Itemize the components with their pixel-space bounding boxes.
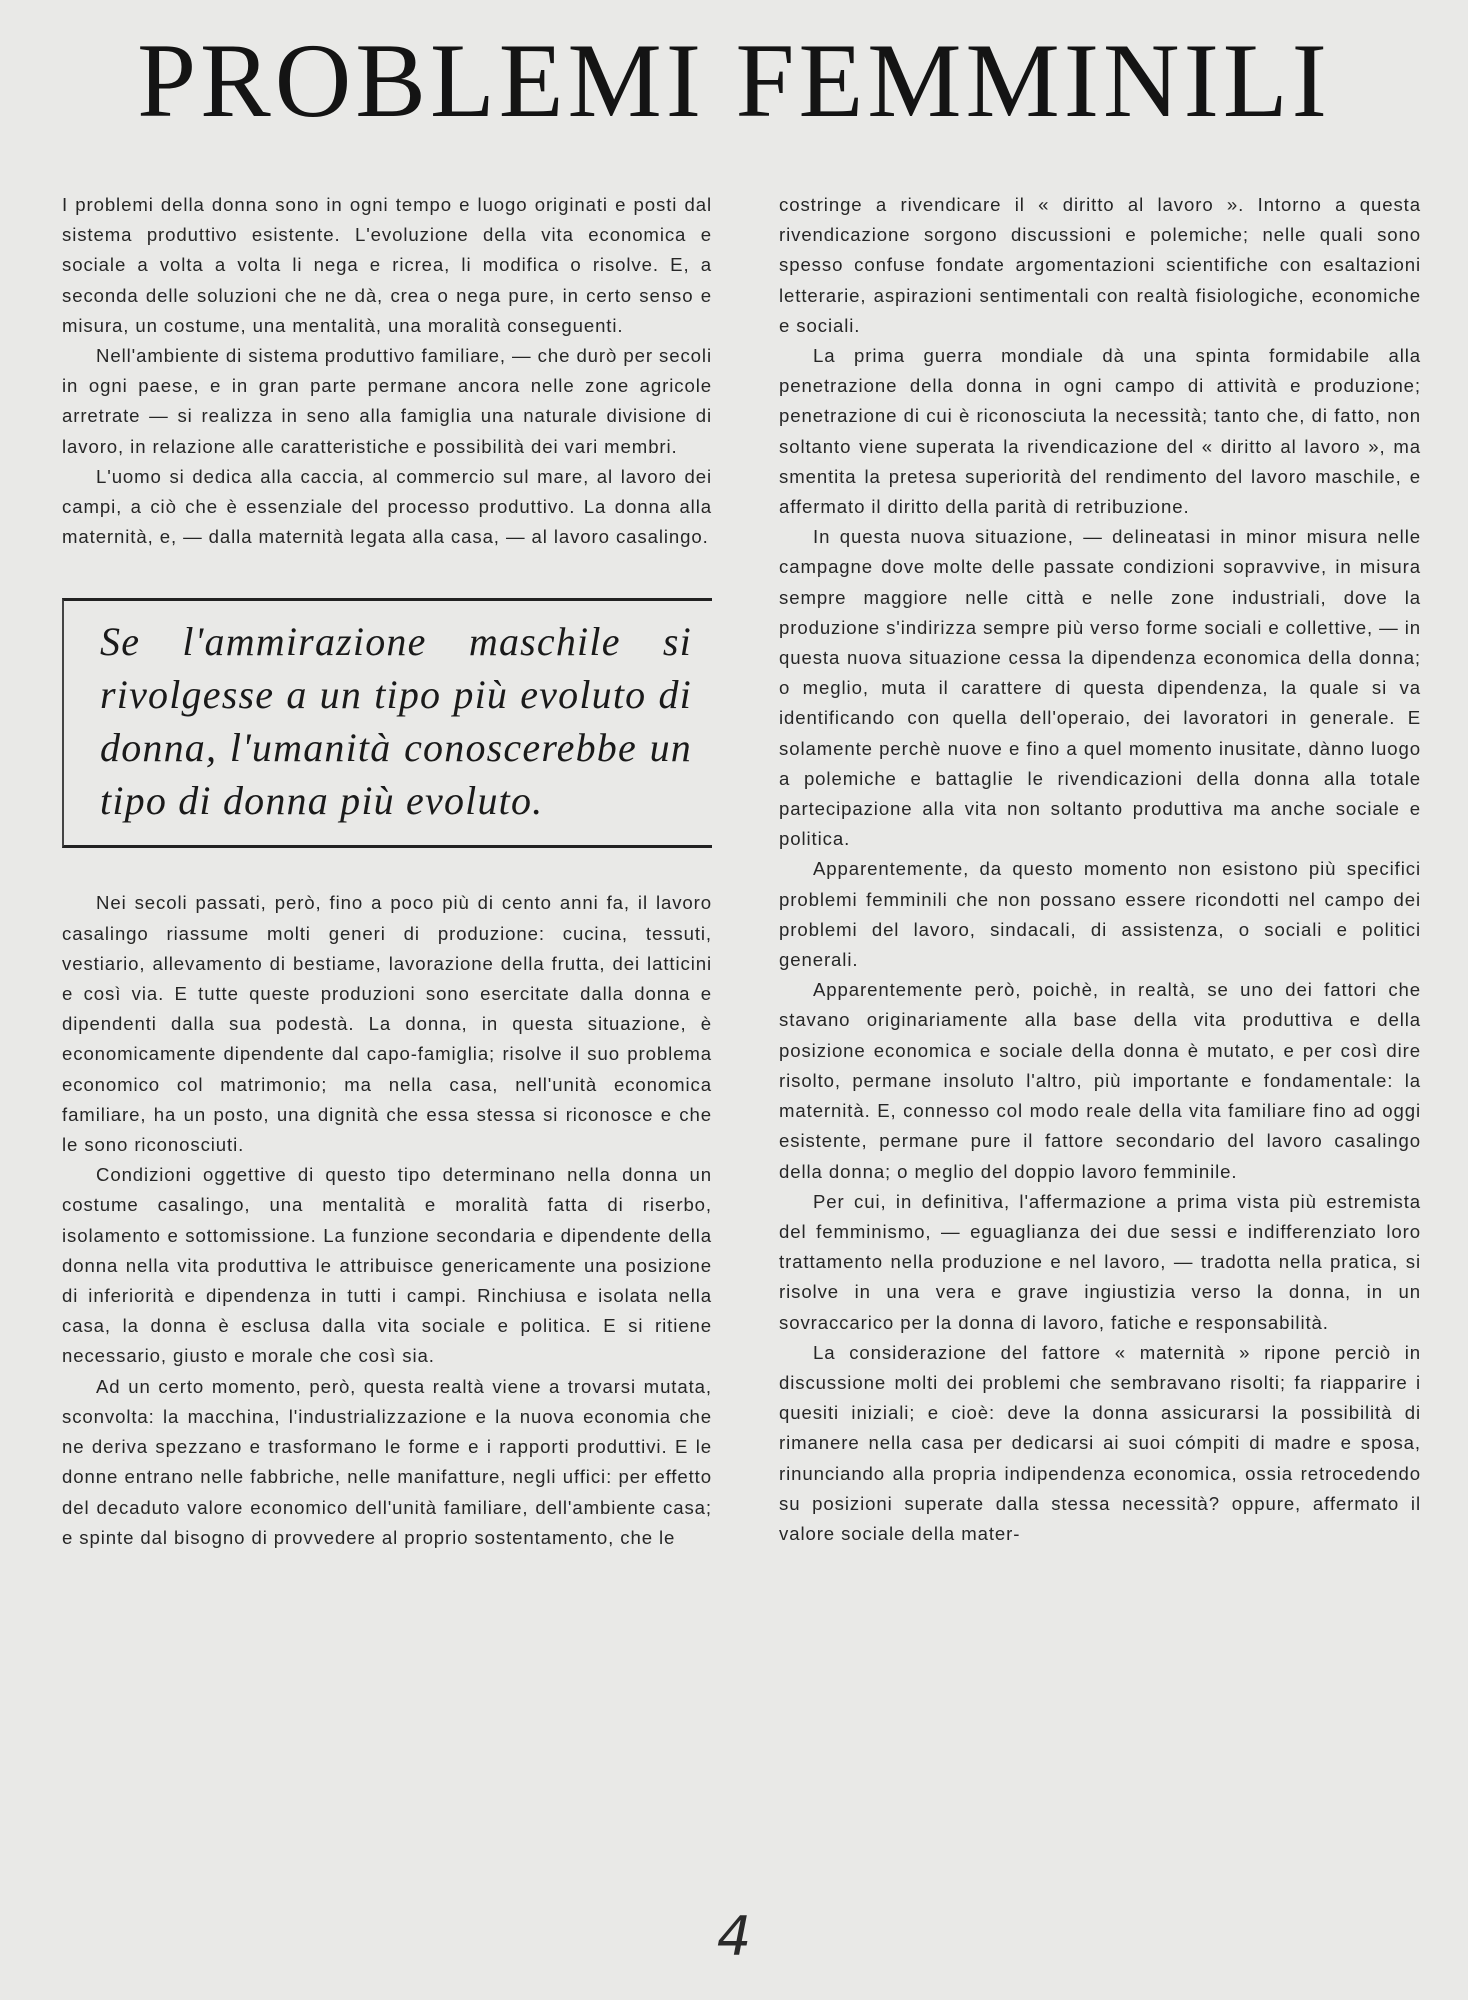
paragraph: Condizioni oggettive di questo tipo determinano nella donna un costume casalingo, una mentalità e moralità fatta di riserbo, isolamento e sottomissione. La funzione secondaria e dipendente della donna nella vita produttiva le attribuisce genericamente una posizione di inferiorità e dipendenza in tutti i campi. Rinchiusa e isolata nella casa, la donna è esclusa dalla vita sociale e politica. E si ritiene necessario, giusto e morale che così sia. xyxy=(62,1164,712,1367)
paragraph: Ad un certo momento, però, questa realtà viene a trovarsi mutata, sconvolta: la macchina, l'industrializzazione e la nuova economia che ne deriva spezzano e trasformano le forme e i rapporti produttivi. E le donne entrano nelle fabbriche, nelle manifatture, negli uffici: per effetto del decaduto valore economico dell'unità familiare, dell'ambiente casa; e spinte dal bisogno di provvedere al proprio sostentamento, che le xyxy=(62,1375,712,1548)
left-column xyxy=(62,190,712,1553)
paragraph: costringe a rivendicare il « diritto al lavoro ». Intorno a questa rivendicazione sorgono discussioni e polemiche; nelle quali sono spesso confuse fondate argomentazioni scientifiche con esaltazioni letterarie, aspirazioni sentimentali con realtà fisiologiche, economiche e sociali. xyxy=(779,194,1421,336)
paragraph: L'uomo si dedica alla caccia, al commercio sul mare, al lavoro dei campi, a ciò che è essenziale del processo produttivo. La donna alla maternità, e, — dalla maternità legata alla casa, — al lavoro casalingo. xyxy=(62,465,712,548)
paragraph: Nell'ambiente di sistema produttivo familiare, — che durò per secoli in ogni paese, e in gran parte permane ancora nelle zone agricole arretrate — si realizza in seno alla famiglia una naturale divisione di lavoro, in relazione alle caratteristiche e possibilità dei vari membri. xyxy=(62,345,712,457)
page-number: 4 xyxy=(716,1905,752,1968)
paragraph: La prima guerra mondiale dà una spinta formidabile alla penetrazione della donna in ogni campo di attività e produzione; penetrazione di cui è riconosciuta la necessità; tanto che, di fatto, non soltanto viene superata la rivendicazione del « diritto al lavoro », ma smentita la pretesa superiorità del rendimento del lavoro maschile, e affermato il diritto della parità di retribuzione. xyxy=(779,345,1421,518)
paragraph: Apparentemente però, poichè, in realtà, se uno dei fattori che stavano originariamente alla base della vita produttiva e della posizione economica e sociale della donna è mutato, e per così dire risolto, permane insoluto l'altro, più importante e fondamentale: la maternità. E, connesso col modo reale della vita familiare fino ad oggi esistente, permane pure il fattore secondario del lavoro casalingo della donna; o meglio del doppio lavoro femminile. xyxy=(779,979,1421,1182)
paragraph: I problemi della donna sono in ogni tempo e luogo originati e posti dal sistema produttivo esistente. L'evoluzione della vita economica e sociale a volta a volta li nega e ricrea, li modifica o risolve. E, a seconda delle soluzioni che ne dà, crea o nega pure, in certo senso e misura, un costume, una mentalità, una moralità conseguenti. xyxy=(62,194,712,336)
right-column xyxy=(779,190,1421,1549)
paragraph: Apparentemente, da questo momento non esistono più specifici problemi femminili che non possano essere ricondotti nel campo dei problemi del lavoro, sindacali, di assistenza, o sociali e politici generali. xyxy=(779,858,1421,971)
paragraph: La considerazione del fattore « maternità » ripone perciò in discussione molti dei problemi che sembravano risolti; fa riapparire i quesiti iniziali; e cioè: deve la donna assicurarsi la possibilità di rimanere nella casa per dedicarsi ai suoi cómpiti di madre e sposa, rinunciando alla propria indipendenza economica, ossia retrocedendo su posizioni superate dalla stessa necessità? oppure, affermato il valore sociale della mater- xyxy=(779,1341,1421,1544)
paragraph: In questa nuova situazione, — delineatasi in minor misura nelle campagne dove molte delle passate condizioni sopravvive, in misura sempre maggiore nelle città e nelle zone industriali, dove la produzione s'indirizza sempre più verso forme sociali e collettive, — in questa nuova situazione cessa la dipendenza economica della donna; o meglio, muta il carattere di questa dipendenza, la quale si va identificando con quella dell'operaio, dei lavoratori in generale. E solamente perchè nuove e fino a quel momento inusitate, dànno luogo a polemiche e battaglie le rivendicazioni della donna alla totale partecipazione alla vita non soltanto produttiva ma anche sociale e politica. xyxy=(779,526,1421,850)
pull-quote: Se l'ammirazione maschile si rivolgesse a un tipo più evoluto di donna, l'umanità conoscerebbe un tipo di donna più evoluto. xyxy=(62,598,712,848)
page-title: PROBLEMI FEMMINILI xyxy=(137,22,1331,139)
paragraph: Nei secoli passati, però, fino a poco più di cento anni fa, il lavoro casalingo riassume molti generi di produzione: cucina, tessuti, vestiario, allevamento di bestiame, lavorazione della frutta, dei latticini e così via. E tutte queste produzioni sono esercitate dalla donna e dipendenti dalla sua podestà. La donna, in questa situazione, è economicamente dipendente dal capo-famiglia; risolve il suo problema economico col matrimonio; ma nella casa, nell'unità economica familiare, ha un posto, una dignità che essa stessa si riconosce e che le sono riconosciuti. xyxy=(62,892,712,1156)
paragraph: Per cui, in definitiva, l'affermazione a prima vista più estremista del femminismo, — eguaglianza dei due sessi e indifferenziato loro trattamento nella produzione e nel lavoro, — tradotta nella pratica, si risolve in una vera e grave ingiustizia verso la donna, in un sovraccarico per la donna di lavoro, fatiche e responsabilità. xyxy=(779,1190,1421,1333)
